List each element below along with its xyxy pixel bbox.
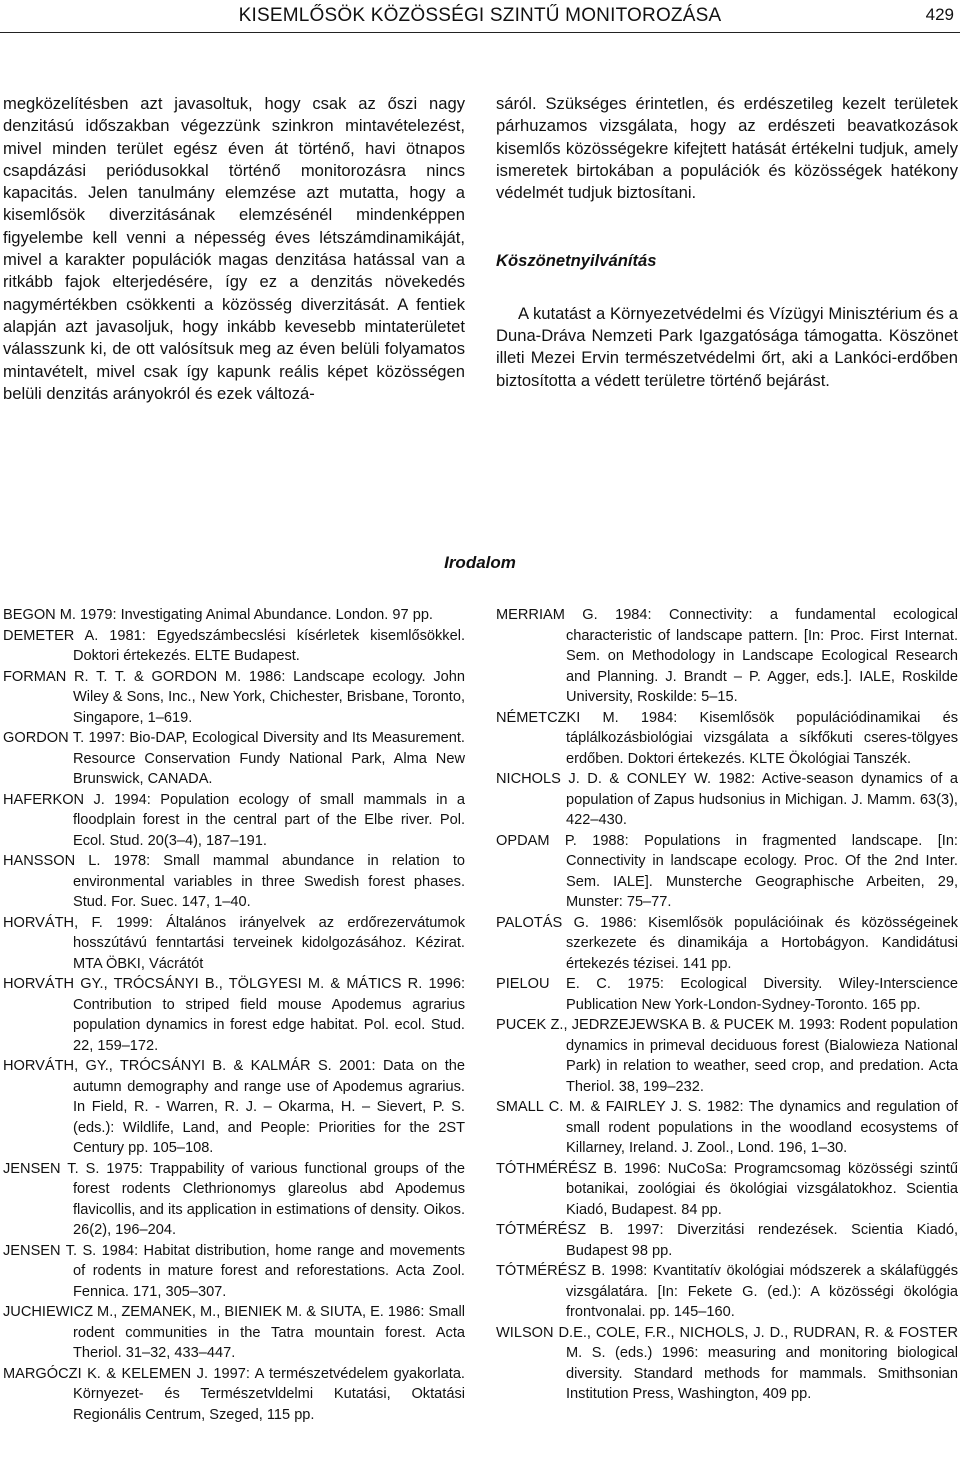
reference-entry: JENSEN T. S. 1975: Trappability of various functional groups of the forest rodents Clethrionomys glareolus abd Apodemus flavicollis, and its application in estimations of density. Oikos. 26(2), 196–204. xyxy=(3,1160,465,1238)
body-paragraph-continued: sáról. Szükséges érintetlen, és erdészetileg kezelt területek párhuzamos vizsgálata, hogy az erdészeti beavatkozások kisemlős közösségekre kifejtett hatását értékelni tudjuk, amely ismeretek birtokában a populációk és közösségek hatékony védelmét tudjuk biztosítani. xyxy=(496,94,958,203)
reference-entry: GORDON T. 1997: Bio-DAP, Ecological Diversity and Its Measurement. Resource Conservation Fundy National Park, Alma New Brunswick, CANADA. xyxy=(3,730,465,787)
reference-entry: MERRIAM G. 1984: Connectivity: a fundamental ecological characteristic of landscape pattern. [In: Proc. First Internat. Sem. on Methodology in Landscape Ecological Research and Planning. J. Brandt – P. Agger, eds.]. IALE, Roskilde University, Roskilde: 5–15. xyxy=(496,607,958,705)
body-paragraph: megközelítésben azt javasoltuk, hogy csak az őszi nagy denzitású időszakban végezzünk szinkron mintavételezést, mivel minden terület egész éven át történő, havi ötnapos csapdázási periódusokkal történő monitorozásra nincs kapacitás. Jelen tanulmány elemzése azt mutatta, hogy a kisemlősök diverzitásának elemzésénél mindenképpen figyelembe kell venni a népesség éves létszámdinamikáját, mivel a karakter populációk magas denzitása hatással van a ritkább fajok elterjedésére, így ez a denzitás növekedés nagymértékben csökkenti a közösség diverzitását. A fentiek alapján azt javasoljuk, hogy inkább kevesebb mintaterületet válasszunk ki, de ott valósítsuk meg az éven belüli folyamatos mintavételt, mivel csak így kapunk reális képet közösségen belüli denzitás arányokról és ezek változá- xyxy=(3,94,465,403)
acknowledgements-text: A kutatást a Környezetvédelmi és Vízügyi Minisztérium és a Duna-Dráva Nemzeti Park Igazgatósága támogatta. Köszönet illeti Mezei Ervin természetvédelmi őrt, aki a Lankóci-erdőben biztosította a védett területre történő bejárást. xyxy=(496,303,958,390)
reference-entry: MARGÓCZI K. & KELEMEN J. 1997: A természetvédelem gyakorlata. Környezet- és Természetvldelmi Kutatási, Oktatási Regionális Centrum, Szeged, 115 pp. xyxy=(3,1365,465,1423)
reference-entry: NÉMETCZKI M. 1984: Kisemlősök populációdinamikai és táplálkozásbiológiai vizsgálata a síkfőkuti cseres-tölgyes erdőben. Doktori értekezés. KLTE Ökológiai Tanszék. xyxy=(496,709,958,767)
reference-entry: JENSEN T. S. 1984: Habitat distribution, home range and movements of rodents in mature forest and reforestations. Acta Zool. Fennica. 171, 305–307. xyxy=(3,1242,465,1300)
reference-entry: HORVÁTH GY., TRÓCSÁNYI B., TÖLGYESI M. & MÁTICS R. 1996: Contribution to striped field mouse Apodemus agrarius population dynamics in forest edge habitat. Pol. ecol. Stud. 22, 159–172. xyxy=(3,976,465,1054)
reference-entry: PALOTÁS G. 1986: Kisemlősök populációinak és közösségeinek szerkezete és dinamikája a Hortobágyon. Kandidátusi értekezés tézisei. 141 pp. xyxy=(496,914,958,972)
header-rule xyxy=(0,32,960,33)
running-title: KISEMLŐSÖK KÖZÖSSÉGI SZINTŰ MONITOROZÁSA xyxy=(238,5,722,26)
body-column-right xyxy=(496,93,958,392)
reference-entry: HORVÁTH, F. 1999: Általános irányelvek az erdőrezervátumok hosszútávú fenntartási terveinek kidolgozásához. Kézirat. MTA ÖBKI, Vácrátót xyxy=(3,914,465,972)
page-number: 429 xyxy=(925,5,954,24)
reference-entry: JUCHIEWICZ M., ZEMANEK, M., BIENIEK M. & SIUTA, E. 1986: Small rodent communities in the Tatra mountain forest. Acta Theriol. 31–32, 433–447. xyxy=(3,1304,465,1361)
reference-entry: TÓTHMÉRÉSZ B. 1996: NuCoSa: Programcsomag közösségi szintű botanikai, zoológiai és ökológiai vizsgálatokhoz. Scientia Kiadó, Budapest. 84 pp. xyxy=(496,1160,958,1218)
reference-entry: HAFERKON J. 1994: Population ecology of small mammals in a floodplain forest in the central part of the Elbe river. Pol. Ecol. Stud. 20(3–4), 187–191. xyxy=(3,791,465,849)
page-header xyxy=(0,0,960,32)
reference-entry: NICHOLS J. D. & CONLEY W. 1982: Active-season dynamics of a population of Zapus hudsonius in Michigan. J. Mamm. 63(3), 422–430. xyxy=(496,771,958,828)
reference-entry: TÓTMÉRÉSZ B. 1997: Diverzitási rendezések. Scientia Kiadó, Budapest 98 pp. xyxy=(496,1222,958,1259)
reference-entry: HANSSON L. 1978: Small mammal abundance in relation to environmental variables in three Swedish forest phases. Stud. For. Suec. 147, 1–40. xyxy=(3,853,465,910)
references-column-right xyxy=(496,605,958,1405)
reference-entry: SMALL C. M. & FAIRLEY J. S. 1982: The dynamics and regulation of small rodent populations in the woodland ecosystems of Killarney, Ireland. J. Zool., Lond. 196, 1–30. xyxy=(496,1099,958,1156)
reference-entry: PIELOU E. C. 1975: Ecological Diversity. Wiley-Interscience Publication New York-London-Sydney-Toronto. 165 pp. xyxy=(496,976,958,1013)
reference-entry: WILSON D.E., COLE, F.R., NICHOLS, J. D., RUDRAN, R. & FOSTER M. S. (eds.) 1996: measuring and monitoring biological diversity. Standard methods for mammals. Smithsonian Institution Press, Washington, 409 pp. xyxy=(496,1324,958,1402)
reference-entry: TÓTMÉRÉSZ B. 1998: Kvantitatív ökológiai módszerek a skálafüggés vizsgálatára. [In: Fekete G. (ed.): A közösségi ökológia frontvonalai. pp. 145–160. xyxy=(496,1263,958,1320)
references-heading: Irodalom xyxy=(444,553,516,572)
references-column-left xyxy=(3,605,465,1425)
reference-entry: PUCEK Z., JEDRZEJEWSKA B. & PUCEK M. 1993: Rodent population dynamics in primeval deciduous forest (Bialowieza National Park) in relation to weather, seed crop, and predation. Acta Theriol. 38, 199–232. xyxy=(496,1017,958,1095)
acknowledgements-heading: Köszönetnyilvánítás xyxy=(496,251,657,271)
reference-entry: HORVÁTH, GY., TRÓCSÁNYI B. & KALMÁR S. 2001: Data on the autumn demography and range use of Apodemus agrarius. In Field, R. - Warren, R. J. – Okarma, H. – Sievert, P. S. (eds.): Wildlife, Land, and People: Priorities for the 2ST Century pp. 105–108. xyxy=(3,1058,465,1156)
reference-entry: DEMETER A. 1981: Egyedszámbecslési kísérletek kisemlősökkel. Doktori értekezés. ELTE Budapest. xyxy=(3,627,465,664)
body-column-left xyxy=(3,93,465,405)
reference-entry: FORMAN R. T. T. & GORDON M. 1986: Landscape ecology. John Wiley & Sons, Inc., New York, Chichester, Brisbane, Toronto, Singapore, 1–619. xyxy=(3,668,465,726)
reference-entry: OPDAM P. 1988: Populations in fragmented landscape. [In: Connectivity in landscape ecology. Proc. Of the 2nd Inter. Sem. IALE]. Munsterche Geographische Arbeiten, 29, Munster: 75–77. xyxy=(496,832,958,910)
reference-entry: BEGON M. 1979: Investigating Animal Abundance. London. 97 pp. xyxy=(3,607,433,623)
